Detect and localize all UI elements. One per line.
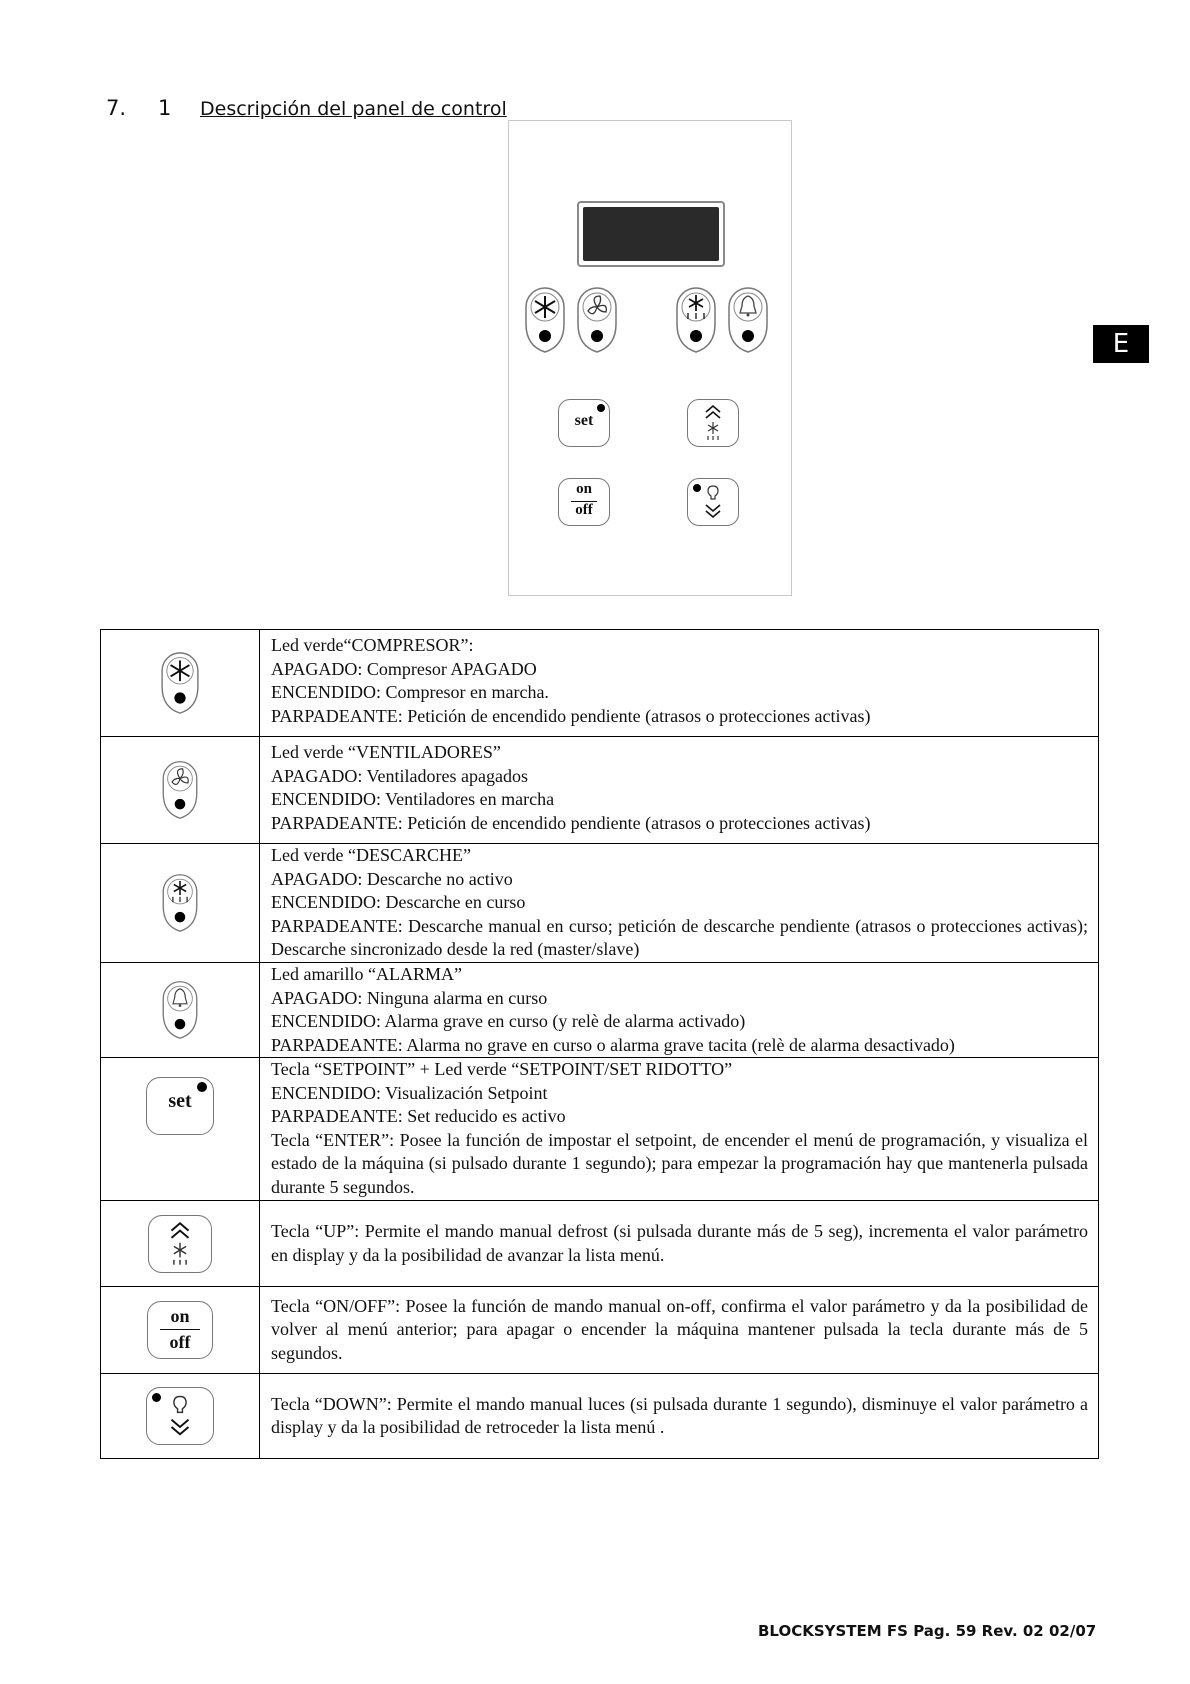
fan-icon: [576, 286, 618, 354]
onoff-key-divider: [160, 1329, 200, 1330]
set-key-label: set: [168, 1090, 192, 1112]
table-row: [101, 1374, 1099, 1459]
set-key-icon: [101, 1058, 260, 1201]
row-line: APAGADO: Ninguna alarma en curso: [271, 987, 548, 1008]
table-row: [101, 1058, 1099, 1201]
row-description: [260, 1201, 1099, 1287]
row-line: Tecla “SETPOINT” + Led verde “SETPOINT/SET RIDOTTO”: [271, 1059, 733, 1079]
up-defrost-icon: [688, 400, 738, 446]
row-description: [260, 1287, 1099, 1374]
light-led: [693, 484, 701, 492]
row-description: [260, 1374, 1099, 1459]
snowflake-icon: [101, 630, 260, 737]
up-button[interactable]: [687, 399, 739, 447]
onoff-button[interactable]: [558, 478, 610, 526]
row-line: PARPADEANTE: Petición de encendido pendiente (atrasos o protecciones activas): [271, 705, 871, 726]
section-title: Descripción del panel de control: [200, 98, 507, 120]
row-line: ENCENDIDO: Descarche en curso: [271, 892, 526, 912]
description-table: [100, 629, 1099, 1459]
row-line: Led amarillo “ALARMA”: [271, 964, 462, 984]
row-line: Tecla “ON/OFF”: Posee la función de mando manual on-off, confirma el valor parámetro y da la posibilidad de volver al menú anterior; para apagar o encender la máquina mantener pulsada la tecla durante más de 5 segundos.: [271, 1295, 1088, 1363]
table-row: [101, 630, 1099, 737]
row-line: PARPADEANTE: Alarma no grave en curso o alarma grave tacita (relè de alarma desactivado): [271, 1034, 955, 1055]
set-button-label: set: [574, 412, 594, 429]
row-line: PARPADEANTE: Petición de encendido pendiente (atrasos o protecciones activas): [271, 812, 871, 833]
row-line: ENCENDIDO: Visualización Setpoint: [271, 1082, 548, 1103]
row-line: ENCENDIDO: Compresor en marcha.: [271, 682, 549, 702]
table-row: [101, 963, 1099, 1058]
fan-icon: [101, 737, 260, 844]
defrost-icon: [101, 844, 260, 963]
set-key-led: [197, 1082, 207, 1092]
row-line: APAGADO: Descarche no activo: [271, 868, 513, 889]
on-key-label: on: [170, 1306, 190, 1326]
row-line: PARPADEANTE: Set reducido es activo: [271, 1106, 566, 1126]
row-line: Tecla “DOWN”: Permite el mando manual luces (si pulsada durante 1 segundo), disminuye el valor parámetro a display y da la posibilidad de retroceder la lista menú .: [271, 1393, 1088, 1437]
row-line: Led verde “VENTILADORES”: [271, 742, 501, 762]
onoff-key-icon: [101, 1287, 260, 1374]
up-key-icon: [101, 1201, 260, 1287]
display-screen: [583, 207, 719, 261]
row-description: [260, 963, 1099, 1058]
off-label: off: [575, 502, 593, 518]
row-line: ENCENDIDO: Alarma grave en curso (y relè de alarma activado): [271, 1011, 746, 1031]
panel-display: [577, 201, 725, 267]
table-row: [101, 1287, 1099, 1374]
section-heading: [106, 96, 507, 120]
down-key-icon: [101, 1374, 260, 1459]
set-button[interactable]: [558, 399, 610, 447]
control-panel-illustration: [508, 120, 792, 596]
row-line: PARPADEANTE: Descarche manual en curso; petición de descarche pendiente (atrasos o protecciones activas); Descarche sincronizado desde la red (master/slave): [271, 915, 1088, 959]
row-description: [260, 844, 1099, 963]
row-line: Tecla “UP”: Permite el mando manual defrost (si pulsada durante más de 5 seg), incrementa el valor parámetro en display y da la posibilidad de avanzar la lista menú.: [271, 1221, 1088, 1265]
row-description: [260, 737, 1099, 844]
table-row: [101, 844, 1099, 963]
down-key-led: [152, 1393, 161, 1402]
row-line: Tecla “ENTER”: Posee la función de impostar el setpoint, de encender el menú de programación, y visualiza el estado de la máquina (si pulsado durante 1 segundo); para empezar la programación hay que mantenerla pulsada durante 5 segundos.: [271, 1129, 1088, 1197]
section-subnumber: 1: [158, 96, 172, 120]
snowflake-icon: [524, 286, 566, 354]
down-button[interactable]: [687, 478, 739, 526]
row-line: ENCENDIDO: Ventiladores en marcha: [271, 789, 555, 809]
bell-icon: [101, 963, 260, 1058]
table-row: [101, 737, 1099, 844]
bell-icon: [727, 286, 769, 354]
table-row: [101, 1201, 1099, 1287]
page-footer: BLOCKSYSTEM FS Pag. 59 Rev. 02 02/07: [758, 1622, 1097, 1640]
defrost-icon: [675, 286, 717, 354]
row-description: [260, 630, 1099, 737]
row-line: APAGADO: Compresor APAGADO: [271, 658, 537, 679]
set-led: [597, 404, 605, 412]
row-description: [260, 1058, 1099, 1201]
row-line: Led verde “DESCARCHE”: [271, 845, 471, 865]
row-line: APAGADO: Ventiladores apagados: [271, 765, 528, 786]
off-key-label: off: [169, 1332, 191, 1352]
language-tab: E: [1093, 325, 1149, 363]
row-line: Led verde“COMPRESOR”:: [271, 635, 474, 655]
on-label: on: [576, 481, 592, 497]
section-number: 7.: [106, 96, 127, 120]
